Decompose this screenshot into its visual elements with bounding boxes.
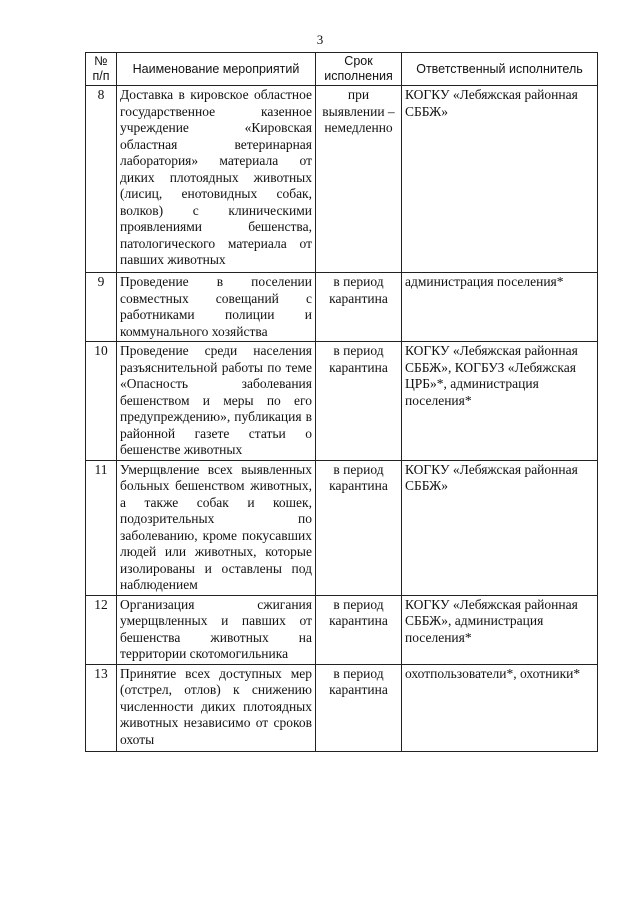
header-name: Наименование мероприятий (117, 53, 316, 86)
row-name: Доставка в кировское областное государственное казенное учреждение «Кировская областная ветеринарная лаборатория» материала от диких плотоядных животных (лисиц, енотовидных собак, волков) с клиническими проявлениями бешенства, патологического материала от павших животных (117, 86, 316, 273)
row-num: 12 (86, 595, 117, 664)
row-name: Проведение в поселении совместных совещаний с работниками полиции и коммунального хозяйства (117, 273, 316, 342)
row-name: Умерщвление всех выявленных больных бешенством животных, а также собак и кошек, подозрительных по заболеванию, кроме покусавших людей или животных, которые изолированы и оставлены под наблюдением (117, 460, 316, 595)
table-row (86, 86, 598, 273)
row-responsible: охотпользователи*, охотники* (402, 664, 598, 751)
header-num: № п/п (86, 53, 117, 86)
row-num: 9 (86, 273, 117, 342)
header-row (86, 53, 598, 86)
row-responsible: КОГКУ «Лебяжская районная СББЖ», КОГБУЗ «Лебяжская ЦРБ»*, администрация поселения* (402, 342, 598, 461)
header-responsible: Ответственный исполнитель (402, 53, 598, 86)
page-number: 3 (316, 32, 324, 47)
row-term: при выявлении – немедленно (316, 86, 402, 273)
row-term: в период карантина (316, 342, 402, 461)
row-name: Проведение среди населения разъяснительной работы по теме «Опасность заболевания бешенством и меры по его предупреждению», публикация в районной газете статьи о бешенстве животных (117, 342, 316, 461)
row-term: в период карантина (316, 273, 402, 342)
row-term: в период карантина (316, 664, 402, 751)
row-responsible: КОГКУ «Лебяжская районная СББЖ» (402, 460, 598, 595)
row-name: Принятие всех доступных мер (отстрел, отлов) к снижению численности диких плотоядных животных независимо от сроков охоты (117, 664, 316, 751)
row-num: 13 (86, 664, 117, 751)
table-row (86, 460, 598, 595)
row-term: в период карантина (316, 460, 402, 595)
table-row (86, 342, 598, 461)
row-responsible: администрация поселения* (402, 273, 598, 342)
table-row (86, 595, 598, 664)
row-num: 11 (86, 460, 117, 595)
row-term: в период карантина (316, 595, 402, 664)
measures-table (85, 52, 598, 752)
row-responsible: КОГКУ «Лебяжская районная СББЖ» (402, 86, 598, 273)
header-term: Срок исполнения (316, 53, 402, 86)
row-num: 10 (86, 342, 117, 461)
table-row (86, 664, 598, 751)
row-responsible: КОГКУ «Лебяжская районная СББЖ», администрация поселения* (402, 595, 598, 664)
table-body (86, 86, 598, 752)
table-row (86, 273, 598, 342)
table-header (86, 53, 598, 86)
row-num: 8 (86, 86, 117, 273)
row-name: Организация сжигания умерщвленных и павших от бешенства животных на территории скотомогильника (117, 595, 316, 664)
